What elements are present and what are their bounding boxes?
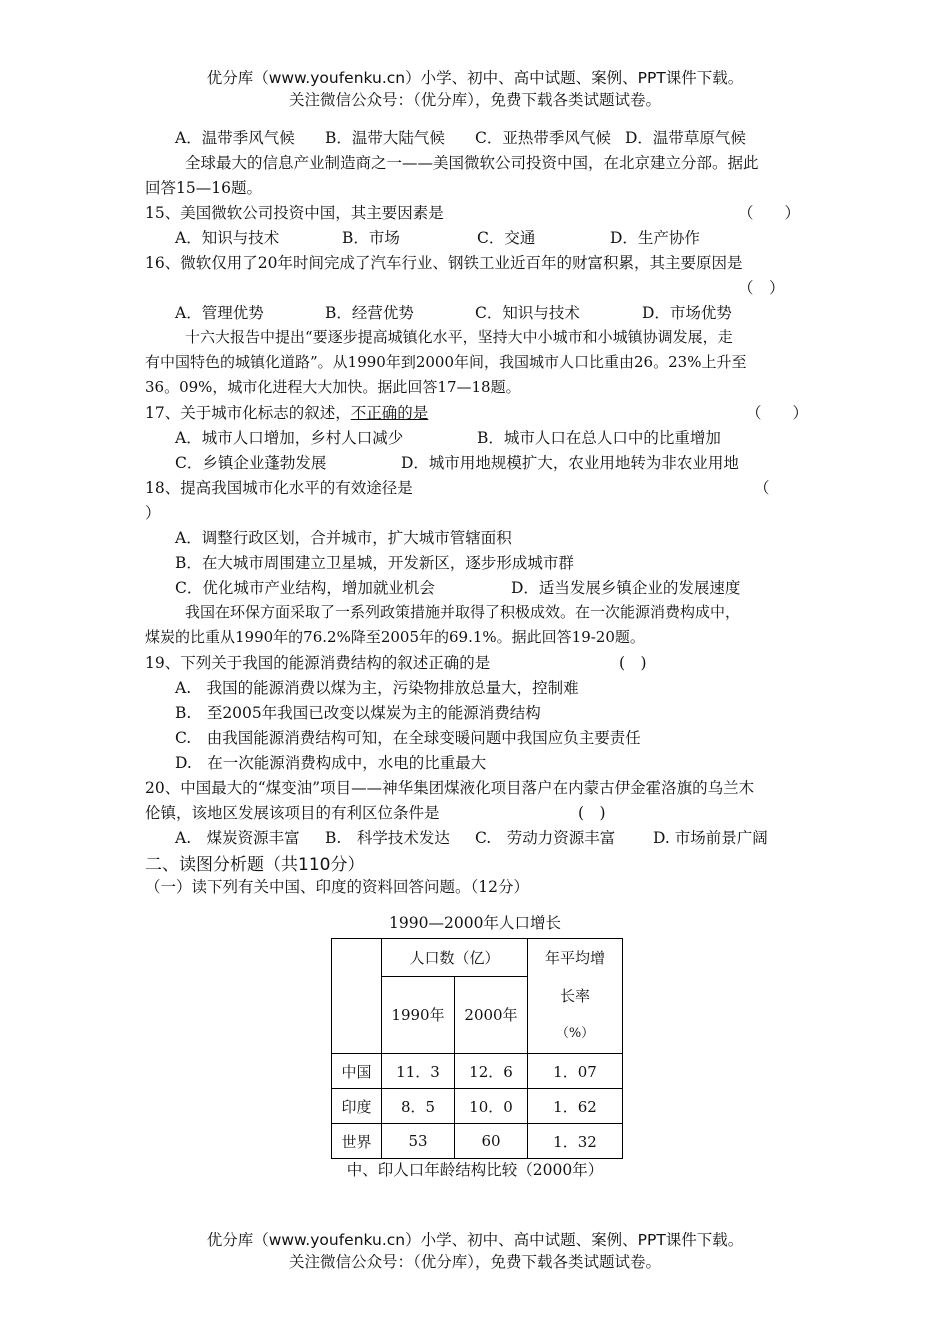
table-cell-1990: 53	[382, 1124, 455, 1159]
table-header-rate-line-3: （%）	[555, 1026, 595, 1041]
q18-paren-close: ）	[145, 504, 161, 522]
q19-option-d: D. 在一次能源消费构成中，水电的比重最大	[175, 754, 487, 772]
q19-option-a: A. 我国的能源消费以煤为主，污染物排放总量大，控制难	[175, 679, 579, 697]
footer-line-1: 优分库（www.youfenku.cn）小学、初中、高中试题、案例、PPT课件下载。	[206, 1231, 744, 1249]
q18-paren-open: （	[754, 479, 770, 497]
q15-options	[175, 226, 845, 248]
footer-line-2: 关注微信公众号：（优分库），免费下载各类试题试卷。	[288, 1253, 661, 1271]
q14-options	[175, 126, 845, 148]
table-row-name: 世界	[332, 1124, 382, 1159]
q20-option-a: A. 煤炭资源丰富	[175, 829, 300, 847]
table-header-rate-line-2: 长率	[559, 987, 590, 1005]
intro-17-18-line-2: 有中国特色的城镇化道路”。从1990年到2000年间，我国城市人口比重由26。23%上升至	[145, 353, 747, 371]
table-row	[332, 1124, 623, 1159]
q18-options-row-cd	[175, 576, 845, 598]
q17-option-c: C．乡镇企业蓬勃发展	[175, 454, 327, 472]
q18-option-d: D．适当发展乡镇企业的发展速度	[511, 579, 741, 597]
table-header-population: 人口数（亿）	[382, 939, 528, 977]
table-cell-rate: 1．07	[528, 1054, 623, 1089]
header-line-2: 关注微信公众号：（优分库），免费下载各类试题试卷。	[288, 91, 661, 109]
table-row-name: 中国	[332, 1054, 382, 1089]
intro-15-16-line-2: 回答15—16题。	[145, 179, 262, 197]
q17-option-d: D．城市用地规模扩大，农业用地转为非农业用地	[401, 454, 739, 472]
q18-option-a: A．调整行政区划，合并城市，扩大城市管辖面积	[175, 529, 512, 547]
header-line-1: 优分库（www.youfenku.cn）小学、初中、高中试题、案例、PPT课件下载。	[206, 69, 744, 87]
q15-option-b: B．市场	[342, 229, 400, 247]
q17-options-row-1	[175, 426, 845, 448]
table-cell-1990: 8．5	[382, 1089, 455, 1124]
q20-stem-line-1: 20、中国最大的“煤变油”项目——神华集团煤液化项目落户在内蒙古伊金霍洛旗的乌兰木	[145, 779, 755, 797]
q16-answer-paren: （ ）	[738, 279, 785, 297]
population-table	[331, 938, 623, 1159]
q20-option-c: C. 劳动力资源丰富	[475, 829, 616, 847]
table-header-1990: 1990年	[382, 976, 455, 1053]
table-row	[332, 1089, 623, 1124]
q20-stem-line-2: 伦镇，该地区发展该项目的有利区位条件是	[145, 804, 440, 822]
q15-option-d: D．生产协作	[610, 229, 700, 247]
intro-19-20-line-2: 煤炭的比重从1990年的76.2%降至2005年的69.1%。据此回答19-20题。	[145, 628, 645, 646]
q16-option-d: D．市场优势	[642, 304, 732, 322]
q17-stem-underlined: 不正确的是	[350, 404, 429, 422]
q14-option-d: D．温带草原气候	[625, 129, 746, 147]
table-header-rate-line-1: 年平均增	[544, 949, 605, 967]
q16-option-a: A．管理优势	[175, 304, 264, 322]
table-caption: 1990—2000年人口增长	[389, 914, 561, 932]
table-header-2000: 2000年	[455, 976, 528, 1053]
q18-option-b: B．在大城市周围建立卫星城，开发新区，逐步形成城市群	[175, 554, 574, 572]
q20-answer-paren: ( )	[578, 804, 606, 822]
table-cell-2000: 60	[455, 1124, 528, 1159]
table-cell-1990: 11．3	[382, 1054, 455, 1089]
q17-option-a: A．城市人口增加，乡村人口减少	[175, 429, 404, 447]
intro-17-18-line-3: 36。09%，城市化进程大大加快。据此回答17—18题。	[145, 378, 521, 396]
q20-options	[175, 826, 845, 848]
table-row-name: 印度	[332, 1089, 382, 1124]
section-2-title: 二、读图分析题（共110分）	[145, 855, 365, 875]
q14-option-b: B．温带大陆气候	[325, 129, 445, 147]
q18-option-c: C．优化城市产业结构，增加就业机会	[175, 579, 435, 597]
section-2-sub-1: （一）读下列有关中国、印度的资料回答问题。（12分）	[145, 878, 529, 896]
q16-option-b: B．经营优势	[325, 304, 414, 322]
age-structure-caption: 中、印人口年龄结构比较（2000年）	[346, 1161, 604, 1179]
q15-option-c: C．交通	[477, 229, 536, 247]
q17-options-row-2	[175, 451, 845, 473]
q20-option-b: B. 科学技术发达	[325, 829, 450, 847]
q17-answer-paren: （ ）	[746, 404, 809, 422]
q19-option-c: C. 由我国能源消费结构可知，在全球变暖问题中我国应负主要责任	[175, 729, 641, 747]
q16-options	[175, 301, 845, 323]
table-header-rate	[528, 939, 623, 1054]
q16-stem: 16、微软仅用了20年时间完成了汽车行业、钢铁工业近百年的财富积累，其主要原因是	[145, 254, 743, 272]
table-cell-rate: 1．32	[528, 1124, 623, 1159]
q14-option-a: A．温带季风气候	[175, 129, 295, 147]
q15-stem: 15、美国微软公司投资中国，其主要因素是	[145, 204, 444, 222]
q17-stem	[145, 401, 815, 423]
q19-answer-paren: ( )	[619, 654, 647, 672]
table-cell-2000: 10．0	[455, 1089, 528, 1124]
q15-option-a: A．知识与技术	[175, 229, 280, 247]
table-cell-2000: 12．6	[455, 1054, 528, 1089]
intro-17-18-line-1: 十六大报告中提出“要逐步提高城镇化水平，坚持大中小城市和小城镇协调发展，走	[185, 328, 733, 346]
intro-15-16-line-1: 全球最大的信息产业制造商之一——美国微软公司投资中国，在北京建立分部。据此	[185, 154, 759, 172]
q18-stem: 18、提高我国城市化水平的有效途径是	[145, 479, 413, 497]
table-cell-rate: 1．62	[528, 1089, 623, 1124]
q17-option-b: B．城市人口在总人口中的比重增加	[477, 429, 721, 447]
q15-answer-paren: （ ）	[738, 204, 801, 222]
intro-19-20-line-1: 我国在环保方面采取了一系列政策措施并取得了积极成效。在一次能源消费构成中，	[185, 603, 741, 621]
q19-stem: 19、下列关于我国的能源消费结构的叙述正确的是	[145, 654, 491, 672]
q16-option-c: C．知识与技术	[475, 304, 580, 322]
q20-option-d: D. 市场前景广阔	[653, 829, 768, 847]
q14-option-c: C．亚热带季风气候	[475, 129, 611, 147]
q19-option-b: B. 至2005年我国已改变以煤炭为主的能源消费结构	[175, 704, 541, 722]
q17-stem-text: 17、关于城市化标志的叙述，	[145, 404, 351, 422]
table-corner-cell	[332, 939, 382, 1054]
table-row	[332, 1054, 623, 1089]
